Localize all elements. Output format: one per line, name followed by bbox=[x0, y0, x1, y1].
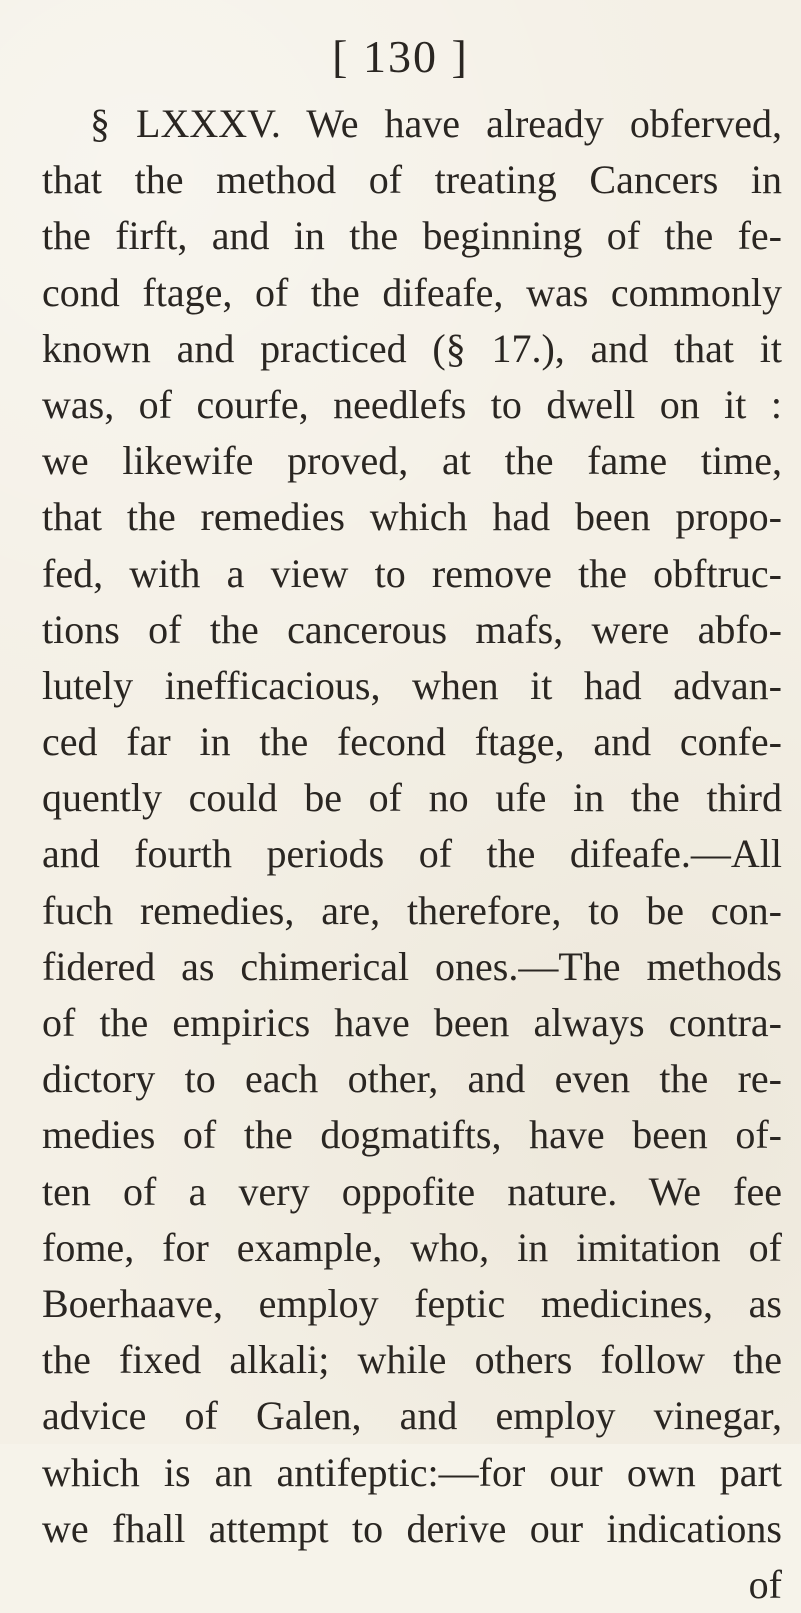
text-line: Boerhaave, employ feptic medicines, as bbox=[42, 1280, 782, 1326]
text-line: known and practiced (§ 17.), and that it bbox=[42, 325, 782, 371]
text-line: medies of the dogmatifts, have been of- bbox=[42, 1112, 782, 1158]
text-line: that the method of treating Cancers in bbox=[42, 157, 782, 203]
text-line: was, of courfe, needlefs to dwell on it : bbox=[42, 381, 782, 427]
text-line: fed, with a view to remove the obftruc- bbox=[42, 550, 782, 596]
text-line: which is an antifeptic:—for our own part bbox=[42, 1449, 782, 1495]
text-line: quently could be of no ufe in the third bbox=[42, 775, 782, 821]
text-line: cond ftage, of the difeafe, was commonly bbox=[42, 269, 782, 315]
text-line: of the empirics have been always contra- bbox=[42, 1000, 782, 1045]
text-line: fuch remedies, are, therefore, to be con- bbox=[42, 887, 782, 933]
catchword: of bbox=[748, 1561, 782, 1607]
text-line: lutely inefficacious, when it had advan- bbox=[42, 662, 782, 708]
text-line: that the remedies which had been propo- bbox=[42, 494, 782, 540]
text-line: we likewife proved, at the fame time, bbox=[42, 438, 782, 484]
text-line: ced far in the fecond ftage, and confe- bbox=[42, 719, 782, 765]
text-line: dictory to each other, and even the re- bbox=[42, 1056, 782, 1102]
text-line: ten of a very oppofite nature. We fee bbox=[42, 1168, 782, 1214]
text-line: tions of the cancerous mafs, were abfo- bbox=[42, 606, 782, 652]
body-paragraph bbox=[42, 96, 782, 1613]
text-line: the firft, and in the beginning of the fe- bbox=[42, 213, 782, 259]
text-line: fome, for example, who, in imitation of bbox=[42, 1224, 782, 1270]
page-number: [ 130 ] bbox=[332, 31, 469, 82]
text-line: the fixed alkali; while others follow the bbox=[42, 1337, 782, 1383]
text-line: we fhall attempt to derive our indications bbox=[42, 1505, 782, 1551]
text-line: advice of Galen, and employ vinegar, bbox=[42, 1393, 782, 1439]
text-line: fidered as chimerical ones.—The methods bbox=[42, 943, 782, 989]
text-line: § LXXXV. We have already obferved, bbox=[90, 101, 782, 146]
text-line: and fourth periods of the difeafe.—All bbox=[42, 831, 782, 877]
